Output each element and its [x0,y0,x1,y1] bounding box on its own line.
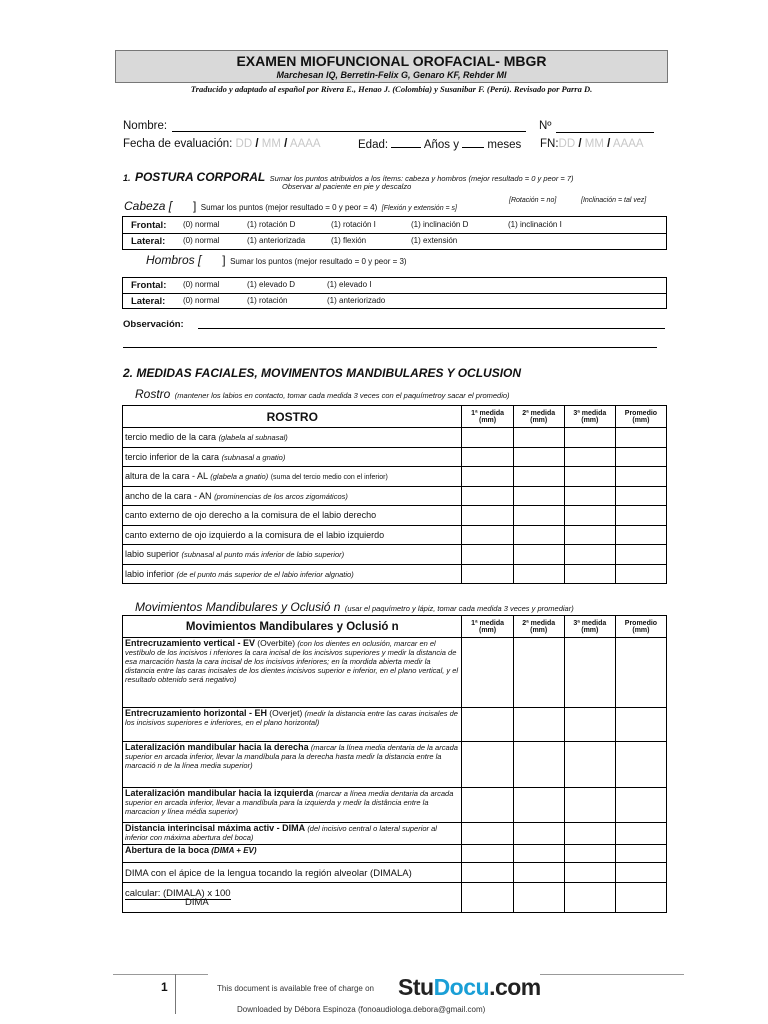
translation-credit: Traducido y adaptado al español por Rivera E., Henao J. (Colombia) y Susanibar F. (Perú). Revisado por Parra D. [190,84,593,94]
measurement-cell[interactable] [462,742,513,788]
edad-label: Edad: [358,139,389,151]
rostro-item-note: (de el punto más superior de el labio inferior algnatio) [176,569,354,579]
rostro-row [123,428,667,448]
available-text: This document is available free of charge on [217,984,374,993]
measurement-cell[interactable] [462,708,513,742]
hombros-lateral-opt[interactable]: (1) anteriorizado [327,296,386,305]
hombros-frontal-opt[interactable]: (0) normal [183,280,220,289]
logo-stu: Stu [398,974,434,1000]
rostro-item-label: canto externo de ojo derecho a la comisura de el labio derecho [125,510,377,521]
mov-item-note: (del incisivo central o lateral superior al inferior con máxima abertura del boca) [125,824,437,842]
rostro-heading [135,385,510,403]
measurement-cell[interactable] [615,788,666,823]
rostro-item [123,545,462,565]
form-authors: Marchesan IQ, Berretin-Felix G, Genaro KF, Rehder MI [276,70,507,80]
rostro-item-label: altura de la cara - AL [125,471,208,482]
measurement-cell[interactable] [564,845,615,863]
observacion-field-1[interactable] [198,328,665,329]
measurement-cell[interactable] [615,564,666,584]
measurement-cell[interactable] [462,545,513,565]
mov-row [123,638,667,708]
hombros-row [146,251,407,269]
col-header: 3ª medida (mm) [564,406,615,428]
cabeza-frontal-opt[interactable]: (1) inclinación I [508,220,562,229]
footer-divider [175,974,176,1014]
mov-item [123,823,462,845]
header-bar [115,50,668,83]
measurement-cell[interactable] [564,708,615,742]
measurement-cell[interactable] [615,486,666,506]
section2-title: 2. MEDIDAS FACIALES, MOVIMENTOS MANDIBULARES Y OCLUSION [123,366,522,380]
mov-heading [135,598,574,616]
cabeza-lateral-label: Lateral: [131,236,166,247]
cabeza-lateral-opt[interactable]: (0) normal [183,236,220,245]
fecha-mm[interactable]: MM [261,138,281,150]
rostro-item-note: (glabela al subnasal) [218,433,288,443]
mov-label: Movimientos Mandibulares y Oclusió n [135,600,341,614]
rostro-item-label: labio inferior [125,568,175,579]
measurement-cell[interactable] [564,883,615,913]
fn-label: FN: [540,138,559,150]
measurement-cell[interactable] [462,506,513,526]
downloaded-by: Downloaded by Débora Espinoza (fonoaudiologa.debora@gmail.com) [237,1005,486,1014]
measurement-cell[interactable] [615,863,666,883]
hombros-box [122,277,667,309]
measurement-cell[interactable] [462,883,513,913]
col-header: 2ª medida (mm) [513,406,564,428]
measurement-cell[interactable] [513,845,564,863]
footer-rule-left [113,974,208,975]
mov-item-note: (marcar la línea media dentaria de la arcada superior en arcada inferior, llevar la mandíbula para la derecha hasta medir la distancia entre la marcació n de la línea media superior) [125,743,458,770]
mov-row [123,845,667,863]
measurement-cell[interactable] [462,428,513,448]
inclinacion-note: [Inclinación = tal vez] [581,197,647,204]
cabeza-lateral-opt[interactable]: (1) extensión [411,236,458,245]
hombros-frontal-opt[interactable]: (1) elevado D [247,280,296,289]
anos-label: Años y [423,139,459,151]
measurement-cell[interactable] [564,863,615,883]
fecha-dd[interactable]: DD [235,138,253,150]
col-header: 2ª medida (mm) [513,616,564,638]
measurement-cell[interactable] [513,447,564,467]
nombre-field[interactable] [172,131,526,132]
mov-item [123,708,462,742]
measurement-cell[interactable] [513,823,564,845]
hombros-lateral-opt[interactable]: (1) rotación [247,296,288,305]
rostro-item-note: (subnasal al punto más inferior de labio superior) [181,550,345,560]
measurement-cell[interactable] [615,823,666,845]
mov-item [123,883,462,913]
rostro-item [123,525,462,545]
hombros-frontal-label: Frontal: [131,280,167,291]
mov-item [123,863,462,883]
measurement-cell[interactable] [462,564,513,584]
mov-table [122,615,667,913]
rostro-table [122,405,667,584]
hombros-sum-note: Sumar los puntos (mejor resultado = 0 y peor = 3) [230,257,407,266]
nombre-label: Nombre: [123,120,168,132]
measurement-cell[interactable] [615,428,666,448]
col-header: 1ª medida (mm) [462,406,513,428]
mov-item-title: Lateralización mandibular hacia la izquierda [125,788,314,798]
mov-item [123,638,462,708]
col-header: 1ª medida (mm) [462,616,513,638]
measurement-cell[interactable] [564,447,615,467]
rostro-label: Rostro [135,387,171,401]
measurement-cell[interactable] [564,564,615,584]
rostro-item-label: tercio medio de la cara [125,432,217,443]
mov-header: Movimientos Mandibulares y Oclusió n [123,616,462,638]
studocu-logo[interactable] [398,974,541,1001]
cabeza-flex-note: [Flexión y extensión = s] [381,205,458,212]
rostro-item-label: ancho de la cara - AN [125,490,212,501]
edad-anos-field[interactable] [391,138,421,148]
fecha-aaaa[interactable]: AAAA [289,138,321,150]
rostro-row [123,447,667,467]
cabeza-frontal-opt[interactable]: (1) rotación I [331,220,376,229]
rostro-item-label: tercio inferior de la cara [125,451,220,462]
measurement-cell[interactable] [462,823,513,845]
logo-docu: Docu [433,974,490,1000]
fecha-row [123,138,321,150]
numero-label: Nº [539,120,552,132]
edad-meses-field[interactable] [462,138,484,148]
measurement-cell[interactable] [615,525,666,545]
measurement-cell[interactable] [564,638,615,708]
mov-item-note: (DIMA + EV) [211,846,257,855]
rostro-item [123,564,462,584]
measurement-cell[interactable] [462,638,513,708]
measurement-cell[interactable] [564,742,615,788]
cabeza-label: Cabeza [ [124,199,173,213]
measurement-cell[interactable] [564,467,615,487]
measurement-cell[interactable] [513,708,564,742]
mov-item-note: (con los dientes en oclusión, marcar en el vestíbulo de los incisivos i nferiores la cara incisal de los incisivos superiores y medir la distancia de esa marcación hasta la cara incisal de los incisivos inferiores; en la mordida abierta medir la distancia entre las caras incisales de los dientes incisivos superior e inferior, en el plano vertical, y el resultado obtenido será negativo) [125,639,459,684]
mov-item-title: Entrecruzamiento vertical - EV [125,638,256,648]
mov-item [123,845,462,863]
mov-item-subtitle: DIMA con el ápice de la lengua tocando la región alveolar (DIMALA) [125,867,412,879]
measurement-cell[interactable] [513,788,564,823]
rotacion-note: [Rotación = no] [509,197,557,204]
rostro-item-note: (subnasal a gnatio) [221,452,286,462]
numero-field[interactable] [556,132,654,133]
mov-item-title: Entrecruzamiento horizontal - EH [125,708,268,718]
mov-row [123,863,667,883]
measurement-cell[interactable] [513,863,564,883]
measurement-cell[interactable] [564,788,615,823]
logo-com: .com [489,974,541,1000]
mov-item [123,742,462,788]
cabeza-frontal-label: Frontal: [131,220,167,231]
slash: / [255,138,259,150]
cabeza-frontal-opt[interactable]: (1) rotación D [247,220,296,229]
measurement-cell[interactable] [513,506,564,526]
form-title: EXAMEN MIOFUNCIONAL OROFACIAL- MBGR [236,53,547,69]
rostro-row [123,486,667,506]
rostro-item [123,467,462,487]
mov-item-title: Lateralización mandibular hacia la derecha [125,742,309,752]
observacion-field-2[interactable] [123,347,657,348]
cabeza-sum-note: Sumar los puntos (mejor resultado = 0 y peor = 4) [200,203,378,212]
measurement-cell[interactable] [513,742,564,788]
rostro-note: (mantener los labios en contacto, tomar cada medida 3 veces con el paquímetroy sacar el promedio) [174,391,510,400]
measurement-cell[interactable] [615,638,666,708]
measurement-cell[interactable] [513,467,564,487]
mov-item [123,788,462,823]
mov-item-subtitle: calcular: (DIMALA) x 100 [125,888,231,899]
section1-title: POSTURA CORPORAL [134,170,266,184]
cabeza-box [122,216,667,250]
measurement-cell[interactable] [513,545,564,565]
rostro-row [123,525,667,545]
mov-row [123,708,667,742]
rostro-item-label: canto externo de ojo izquierdo a la comisura de el labio izquierdo [125,529,385,540]
measurement-cell[interactable] [513,564,564,584]
rostro-item-label: labio superior [125,549,180,560]
rostro-item [123,447,462,467]
mov-item-note: (medir la distancia entre las caras incisales de los incisivos superiores e inferiores, en el plano horizontal) [125,709,458,727]
rostro-row [123,545,667,565]
rostro-item [123,506,462,526]
measurement-cell[interactable] [513,428,564,448]
measurement-cell[interactable] [615,447,666,467]
slash: / [284,138,288,150]
mov-row [123,823,667,845]
rostro-header: ROSTRO [123,406,462,428]
fn-row [540,138,644,150]
col-header: Promedio (mm) [615,616,666,638]
rostro-item [123,428,462,448]
mov-note: (usar el paquímetro y lápiz, tomar cada medida 3 veces y promediar) [344,604,574,613]
measurement-cell[interactable] [462,525,513,545]
cabeza-lateral-opt[interactable]: (1) anteriorizada [247,236,306,245]
hombros-lateral-label: Lateral: [131,296,166,307]
measurement-cell[interactable] [615,883,666,913]
measurement-cell[interactable] [462,467,513,487]
section1-instruction-2: Observar al paciente en pie y descalzo [282,182,412,191]
observacion-label: Observación: [123,319,184,330]
rostro-item-extra: (suma del tercio medio con el inferior) [270,474,388,482]
cabeza-row [124,197,457,215]
measurement-cell[interactable] [513,486,564,506]
measurement-cell[interactable] [564,525,615,545]
hombros-frontal-opt[interactable]: (1) elevado I [327,280,372,289]
measurement-cell[interactable] [615,545,666,565]
mov-row [123,883,667,913]
mov-item-title: Distancia interincisal máxima activ - DIMA [125,823,306,833]
measurement-cell[interactable] [564,545,615,565]
measurement-cell[interactable] [462,447,513,467]
measurement-cell[interactable] [615,742,666,788]
cabeza-frontal-opt[interactable]: (0) normal [183,220,220,229]
footer-rule-right [540,974,684,975]
measurement-cell[interactable] [564,428,615,448]
rostro-item-note: (prominencias de los arcos zigomáticos) [214,491,348,501]
mov-row [123,742,667,788]
mov-item-subtitle: (Overjet) [269,708,303,718]
rostro-item-note: (glabela a gnatio) [210,472,269,482]
mov-item-subtitle: (Overbite) [257,638,296,648]
measurement-cell[interactable] [615,506,666,526]
slash: / [578,138,582,150]
measurement-cell[interactable] [513,525,564,545]
hombros-lateral-opt[interactable]: (0) normal [183,296,220,305]
meses-label: meses [487,139,522,151]
col-header: 3ª medida (mm) [564,616,615,638]
slash: / [607,138,611,150]
cabeza-lateral-opt[interactable]: (1) flexión [331,236,367,245]
rostro-row [123,564,667,584]
measurement-cell[interactable] [564,486,615,506]
edad-row [358,138,521,151]
measurement-cell[interactable] [564,506,615,526]
cabeza-frontal-opt[interactable]: (1) inclinación D [411,220,469,229]
mov-item-title: Abertura de la boca [125,845,210,855]
measurement-cell[interactable] [615,467,666,487]
fn-dd[interactable]: DD [558,138,576,150]
mov-item-note: DIMA [185,897,209,908]
fn-mm[interactable]: MM [584,138,604,150]
section1-instruction: Sumar los puntos atribuidos a los ítems: cabeza y hombros (mejor resultado = 0 y peor = 7) [269,174,574,183]
measurement-cell[interactable] [462,845,513,863]
fn-aaaa[interactable]: AAAA [612,138,644,150]
rostro-row [123,506,667,526]
bracket: ] [222,253,226,267]
section1-number: 1. [123,173,131,183]
mov-item-note: (marcar a línea media dentaria da arcada superior en arcada inferior, llevar a mandíbula para la izquierda y medir la distância entre la marcacion y línea média superior) [125,789,454,816]
bracket: ] [192,199,197,213]
rostro-item [123,486,462,506]
measurement-cell[interactable] [462,863,513,883]
measurement-cell[interactable] [564,823,615,845]
measurement-cell[interactable] [615,708,666,742]
hombros-label: Hombros [ [146,253,202,267]
measurement-cell[interactable] [513,638,564,708]
rostro-row [123,467,667,487]
measurement-cell[interactable] [462,788,513,823]
measurement-cell[interactable] [615,845,666,863]
fecha-label: Fecha de evaluación: [123,138,233,150]
measurement-cell[interactable] [462,486,513,506]
mov-row [123,788,667,823]
col-header: Promedio (mm) [615,406,666,428]
page-number: 1 [161,980,168,994]
measurement-cell[interactable] [513,883,564,913]
